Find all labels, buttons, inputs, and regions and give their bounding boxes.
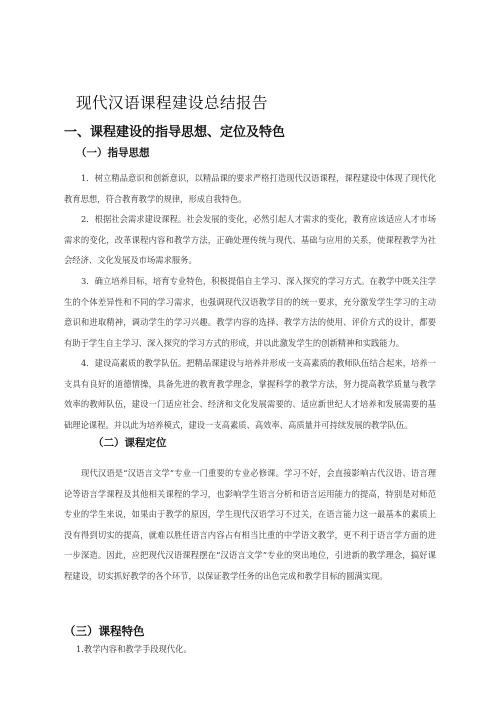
paragraph-1: 1．树立精品意识和创新意识，以精品课的要求严格打造现代汉语课程，课程建设中体现了现代化教育思想，符合教育教学的规律，形成自我特色。 <box>64 173 436 204</box>
paragraph-course-positioning: 现代汉语是“汉语言文学”专业一门重要的专业必修课。学习不好，会直接影响古代汉语、语言理论等语言学课程及其他相关课程的学习，也影响学生语言分析和语言运用能力的提高，特别是对师范专业的学生来说，如果由于教学的原因，学生现代汉语学习不过关，在语言能力这一最基本的素质上没有得到切实的提高，就难以胜任语言内容占有相当比重的中学语文教学，更不利于语言学方面的进一步深造。因此，应把现代汉语课程摆在“汉语言文学”专业的突出地位，引进新的教学理念，搞好课程建设，切实抓好教学的各个环节，以保证教学任务的出色完成和教学目标的圆满实现。 <box>64 468 436 581</box>
subsection-heading-course-positioning: （二）课程定位 <box>93 437 167 449</box>
course-feature-item-1: 1.教学内容和教学手段现代化。 <box>76 644 192 654</box>
section-heading-guiding-thought: 一、课程建设的指导思想、定位及特色 <box>64 125 286 140</box>
paragraph-2: 2．根据社会需求建设课程。社会发展的变化，必然引起人才需求的变化，教育应该适应人才市场需求的变化，改革课程内容和教学方法，正确处理传统与现代、基础与应用的关系，使课程教学为社会经济、文化发展及市场需求服务。 <box>64 214 436 265</box>
paragraph-4: 4．建设高素质的教学队伍。把精品课建设与培养并形成一支高素质的教师队伍结合起来，培养一支具有良好的道德情操，具备先进的教育教学理念，掌握科学的教学方法，努力提高教学质量与教学效率的教师队伍，建设一门适应社会、经济和文化发展需要的、适应新世纪人才培养和发展需要的基础理论课程。并以此为培养模式，建设一支高素质、高效率、高质量并可持续发展的教学队伍。 <box>64 358 436 430</box>
report-title: 现代汉语课程建设总结报告 <box>76 94 269 112</box>
subsection-heading-guiding-thought: （一）指导思想 <box>76 147 150 159</box>
subsection-heading-course-features: （三）课程特色 <box>64 624 145 638</box>
paragraph-3: 3．确立培养目标，培育专业特色，积极提倡自主学习、深入探究的学习方式。在教学中既关注学生的个体差异性和不同的学习需求，也强调现代汉语教学目的的统一要求，充分激发学生学习的主动意识和进取精神，调动学生的学习兴趣。教学内容的选择、教学方法的使用、评价方式的设计，都要有助于学生自主学习、深入探究的学习方式的形成，并以此激发学生的创新精神和实践能力。 <box>64 276 436 348</box>
